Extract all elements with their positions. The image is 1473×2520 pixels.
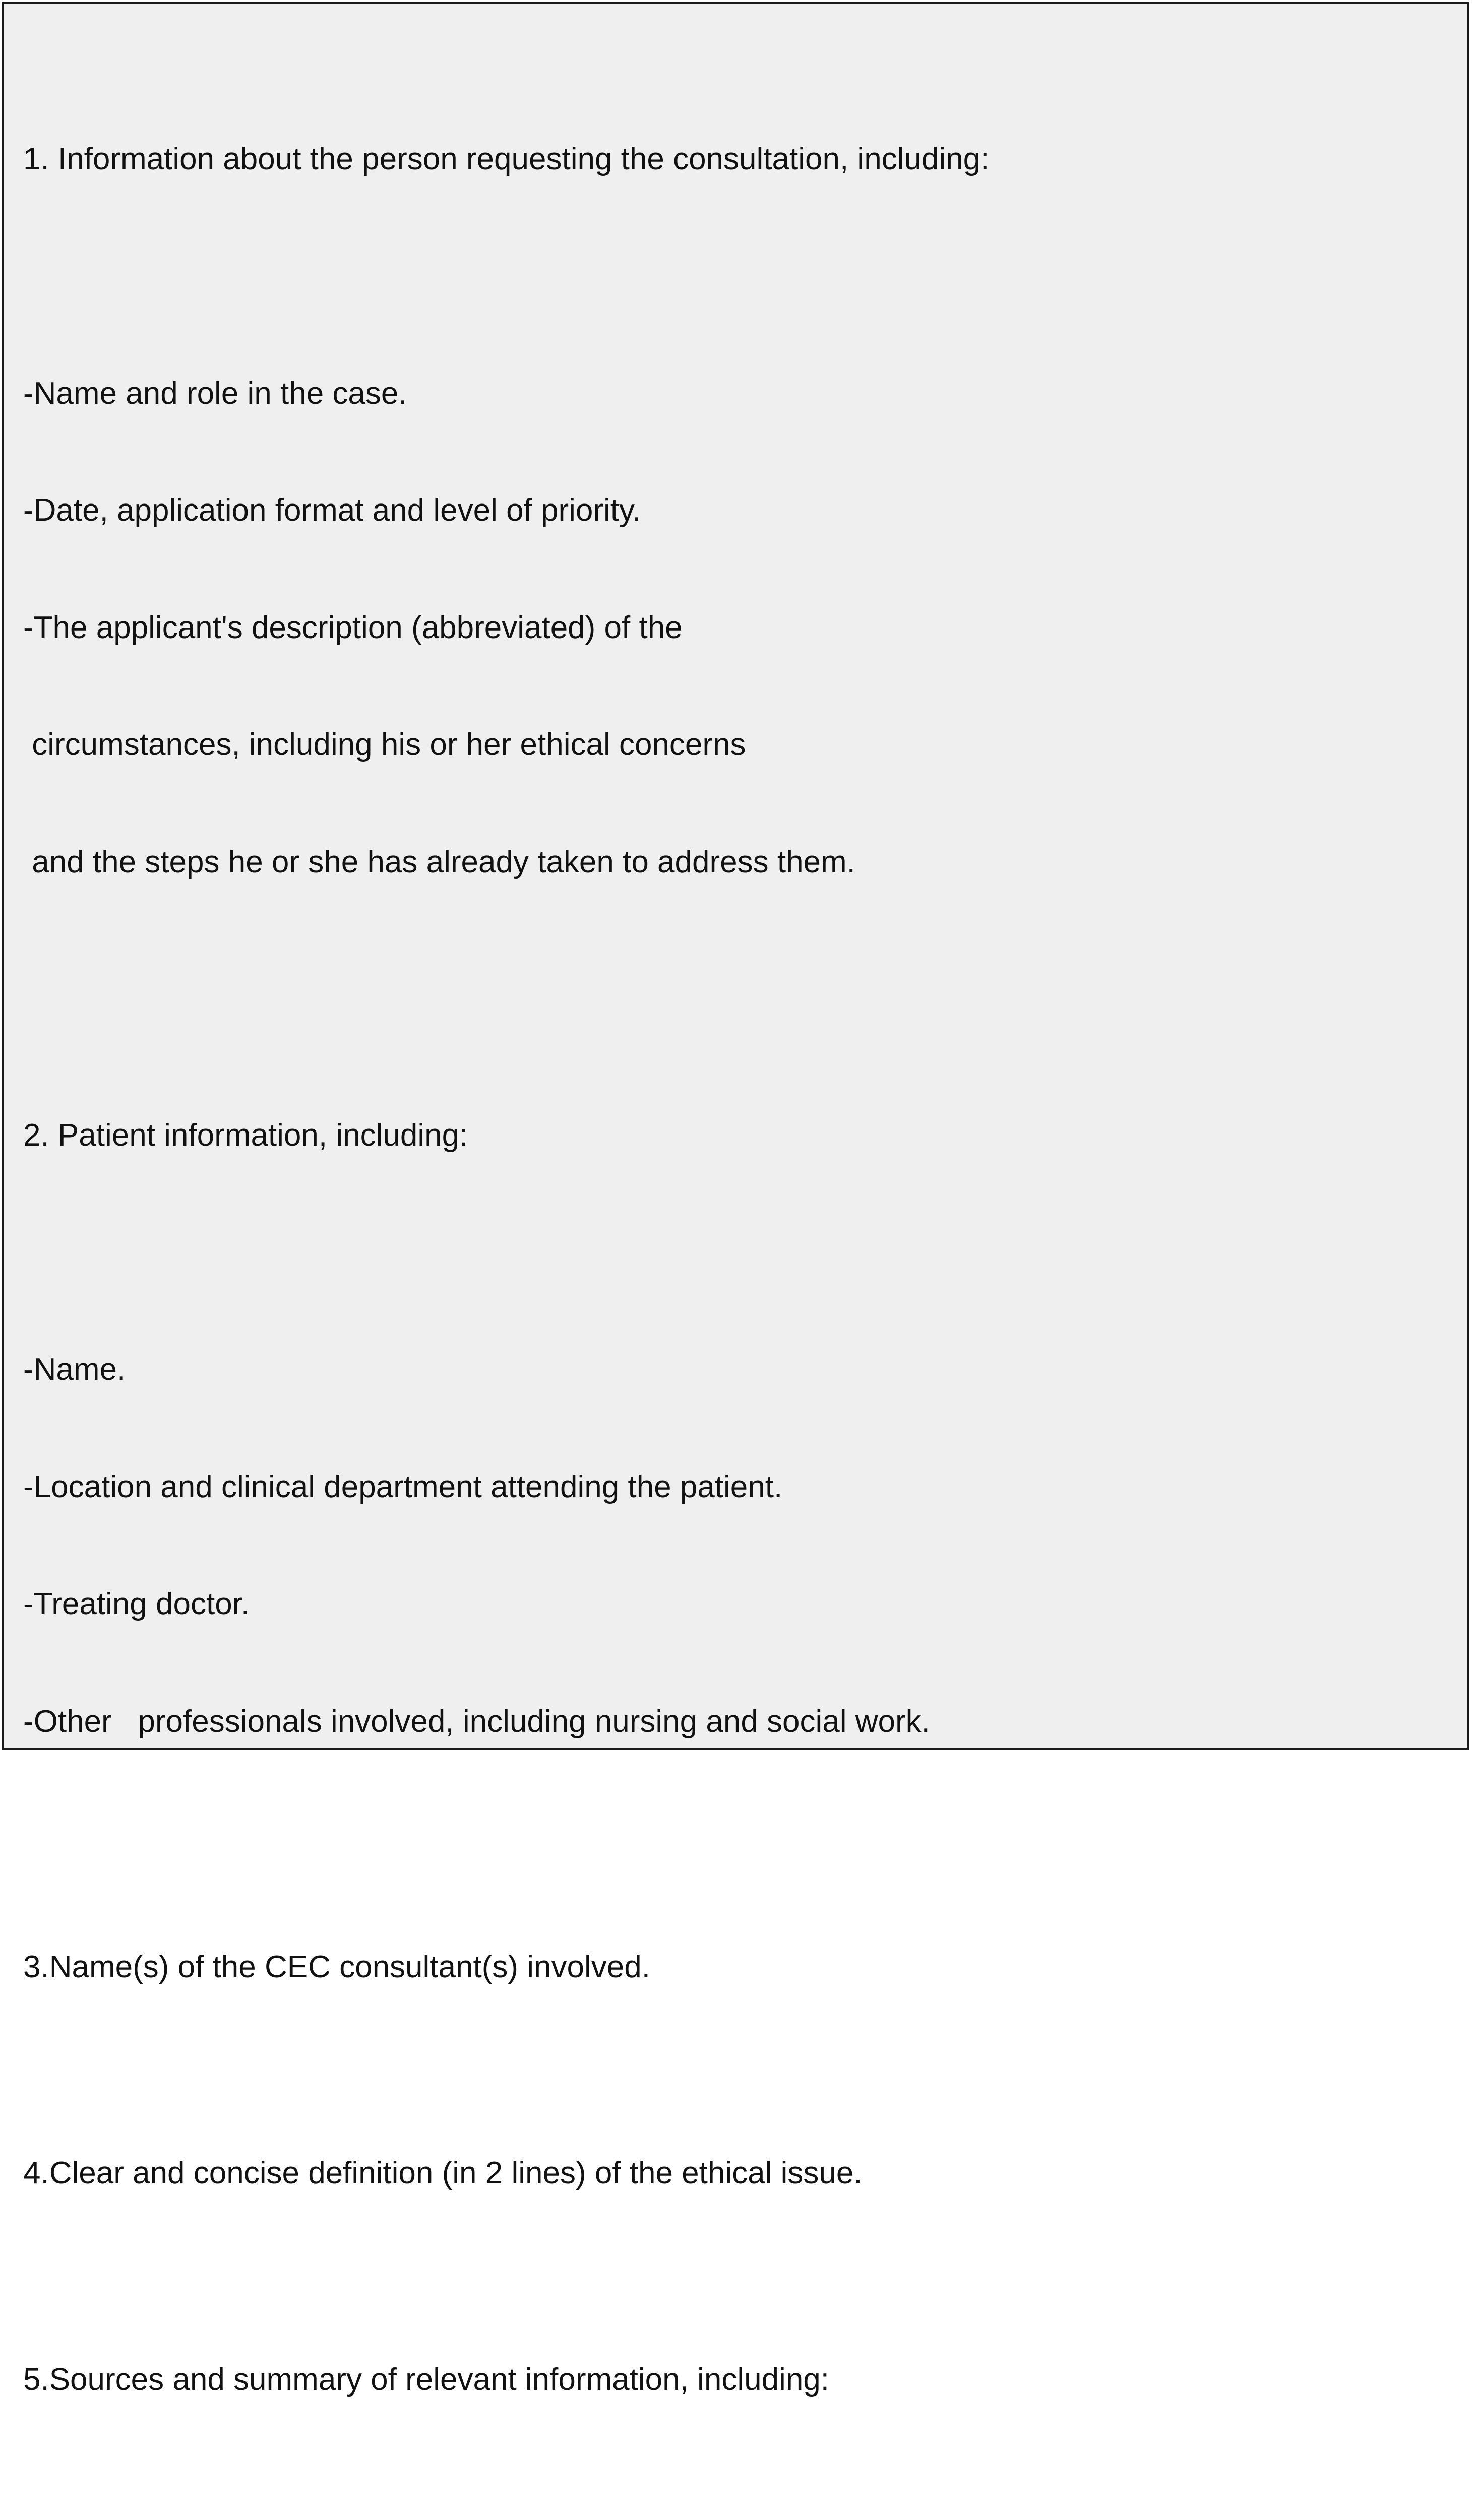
list-item: and the steps he or she has already taken to address them. <box>23 844 855 879</box>
section-heading-4: 4.Clear and concise definition (in 2 lines) of the ethical issue. <box>23 2156 863 2190</box>
list-item: -Name. <box>23 1352 126 1387</box>
section-heading-5: 5.Sources and summary of relevant information, including: <box>23 2362 830 2397</box>
document-frame <box>2 2 1469 2397</box>
section-heading-1: 1. Information about the person requesting the consultation, including: <box>23 141 990 176</box>
spacer <box>23 960 1457 999</box>
list-item: -Other professionals involved, including nursing and social work. <box>23 1704 930 1739</box>
section-heading-3: 3.Name(s) of the CEC consultant(s) involved. <box>23 1949 650 1984</box>
document-content <box>23 22 1457 2520</box>
spacer <box>23 257 1457 296</box>
spacer <box>23 2477 1457 2516</box>
spacer <box>23 1819 1457 1830</box>
list-item: -Name and role in the case. <box>23 375 407 411</box>
list-item: -The applicant's description (abbreviated) of the <box>23 610 683 645</box>
spacer <box>23 2271 1457 2282</box>
spacer <box>23 1233 1457 1273</box>
spacer <box>23 2064 1457 2075</box>
list-item: -Treating doctor. <box>23 1587 250 1621</box>
list-item: circumstances, including his or her ethical concerns <box>23 727 746 762</box>
list-item: -Date, application format and level of priority. <box>23 493 641 528</box>
list-item: -Location and clinical department attending the patient. <box>23 1469 783 1504</box>
section-heading-2: 2. Patient information, including: <box>23 1118 468 1153</box>
